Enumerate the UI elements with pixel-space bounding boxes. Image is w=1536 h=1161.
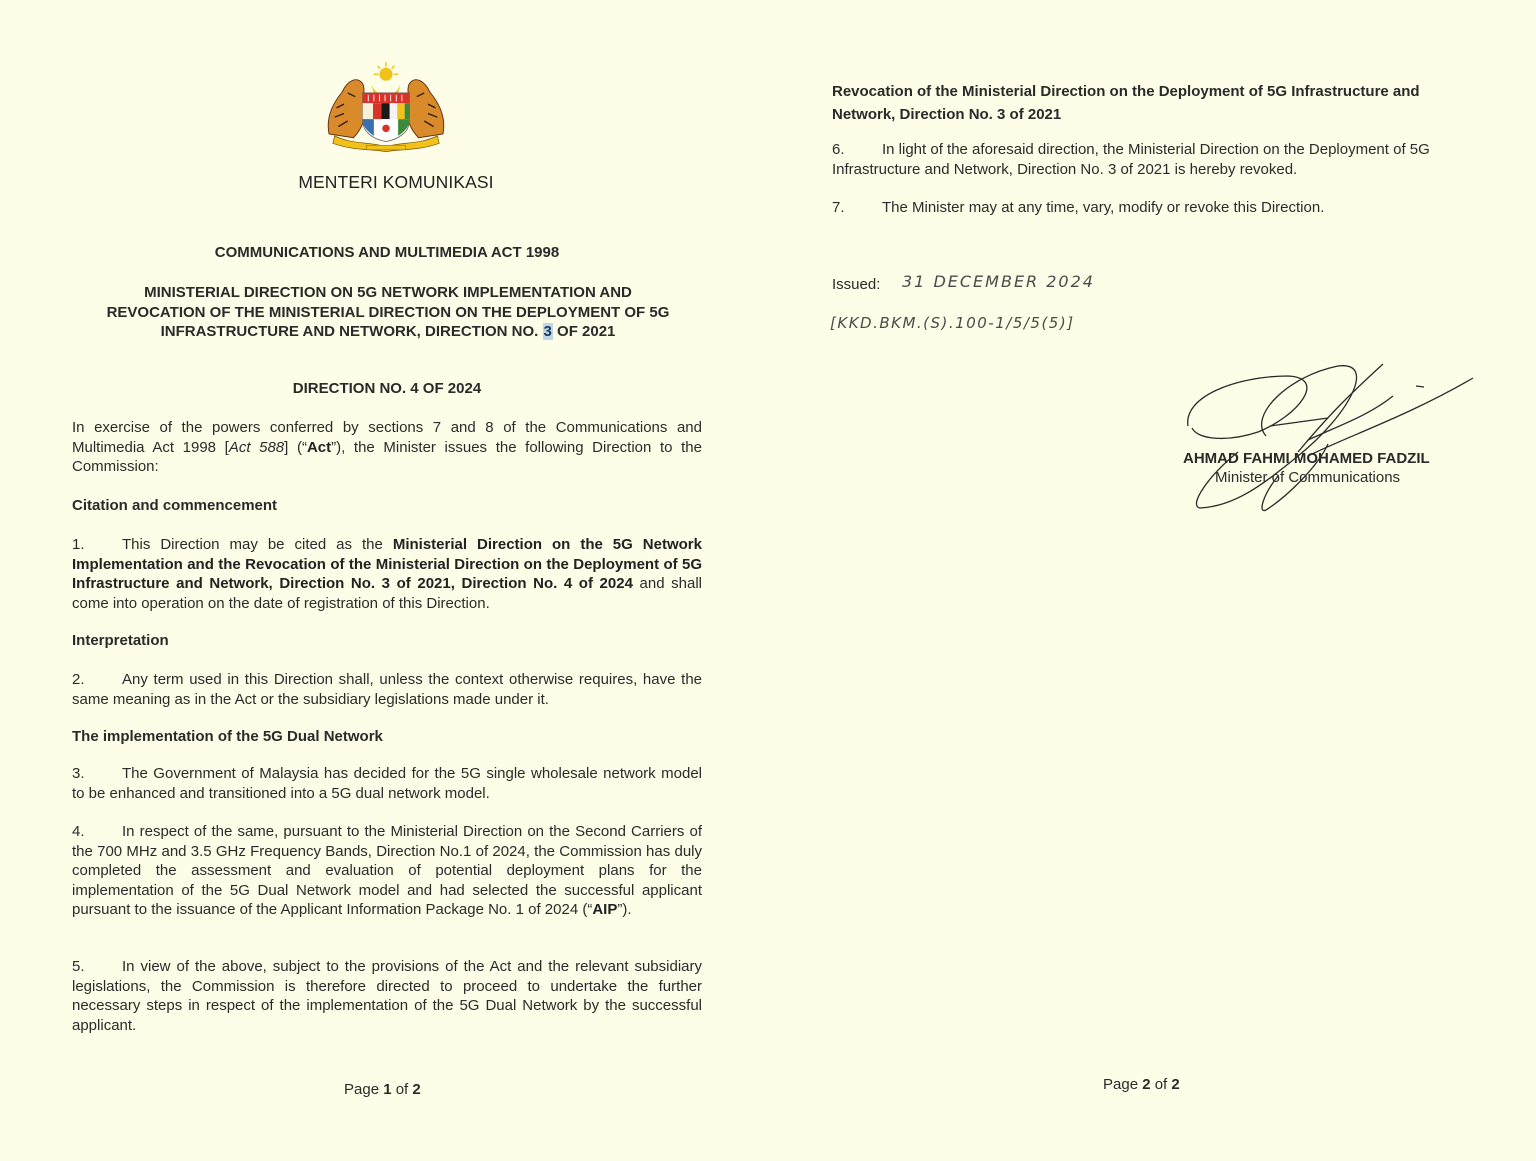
reference-number-handwritten: [KKD.BKM.(S).100-1/5/5(5)]: [830, 314, 1075, 332]
main-title-line-2: REVOCATION OF THE MINISTERIAL DIRECTION ON THE DEPLOYMENT OF 5G: [106, 303, 670, 321]
direction-main-title: [68, 283, 708, 342]
paragraph-number: 1.: [72, 536, 85, 553]
paragraph-number: 4.: [72, 823, 85, 840]
paragraph-number: 3.: [72, 765, 85, 782]
paragraph-1: [72, 535, 702, 613]
main-title-line-3: [68, 322, 708, 342]
signature-icon: [1178, 356, 1478, 518]
ministry-title: MENTERI KOMUNIKASI: [298, 172, 494, 192]
paragraph-number: 2.: [72, 671, 85, 688]
paragraph-6: [832, 140, 1472, 179]
main-title-line-3-text: INFRASTRUCTURE AND NETWORK, DIRECTION NO.: [160, 323, 543, 340]
page-number-footer: [1103, 1076, 1180, 1093]
selected-text-highlight[interactable]: 3: [543, 323, 552, 340]
preamble-paragraph: [72, 418, 702, 477]
paragraph-3: [72, 764, 702, 803]
footer-text: of: [1150, 1076, 1172, 1093]
heading-interpretation: Interpretation: [72, 632, 169, 649]
page-number-footer: [344, 1081, 421, 1098]
main-title-line-3-suffix: OF 2021: [552, 323, 616, 340]
paragraph-7: [832, 198, 1472, 218]
heading-revocation: Revocation of the Ministerial Direction on the Deployment of 5G Infrastructure and Network, Direction No. 3 of 2021: [832, 83, 1420, 123]
citation-title: Ministerial Direction on the 5G Network Implementation and the Revocation of the Ministerial Direction on the Deployment of 5G Infrastructure and Network, Direction No. 3 of 2021, Direction No. 4 of 2024: [72, 536, 702, 592]
paragraph-text: ”).: [617, 901, 632, 918]
paragraph-number: 5.: [72, 958, 85, 975]
direction-number: DIRECTION NO. 4 OF 2024: [292, 380, 482, 397]
preamble-text: ”), the Minister issues the following Direction to the Commission:: [72, 438, 702, 475]
document-page-2: [768, 0, 1536, 1161]
paragraph-text: In light of the aforesaid direction, the Ministerial Direction on the Deployment of 5G Infrastructure and Network, Direction No. 3 of 2021 is hereby revoked.: [832, 141, 1430, 178]
paragraph-text: In view of the above, subject to the provisions of the Act and the relevant subsidiary legislations, the Commission is therefore directed to proceed to undertake the further necessary steps in respect of the implementation of the 5G Dual Network by the successful applicant.: [72, 958, 702, 1034]
total-pages: 2: [412, 1081, 421, 1098]
signatory-title: Minister of Communications: [1215, 469, 1401, 486]
paragraph-number: 7.: [832, 199, 845, 216]
coat-of-arms-icon: [316, 58, 456, 154]
current-page: 1: [383, 1081, 392, 1098]
current-page: 2: [1142, 1076, 1151, 1093]
total-pages: 2: [1171, 1076, 1180, 1093]
heading-implementation: The implementation of the 5G Dual Network: [72, 728, 383, 745]
main-title-line-1: MINISTERIAL DIRECTION ON 5G NETWORK IMPLEMENTATION AND: [144, 284, 632, 301]
footer-text: of: [391, 1081, 413, 1098]
paragraph-text: The Minister may at any time, vary, modify or revoke this Direction.: [882, 199, 1325, 216]
paragraph-5: [72, 957, 702, 1035]
paragraph-text: This Direction may be cited as the: [122, 536, 393, 553]
paragraph-2: [72, 670, 702, 709]
act-number: Act 588: [228, 438, 285, 456]
paragraph-4: [72, 822, 702, 920]
issued-date-handwritten: 31 DECEMBER 2024: [902, 272, 1095, 291]
act-title: COMMUNICATIONS AND MULTIMEDIA ACT 1998: [214, 244, 560, 261]
paragraph-text: In respect of the same, pursuant to the Ministerial Direction on the Second Carriers of the 700 MHz and 3.5 GHz Frequency Bands, Direction No.1 of 2024, the Commission has duly completed the assessment and evaluation of potential deployment plans for the implementation of the 5G Dual Network model and had selected the successful applicant pursuant to the issuance of the Applicant Information Package No. 1 of 2024 (“: [72, 823, 702, 918]
issued-label: Issued:: [832, 276, 881, 293]
act-defined-term: Act: [306, 438, 332, 456]
paragraph-text: The Government of Malaysia has decided for the 5G single wholesale network model to be enhanced and transitioned into a 5G dual network model.: [72, 765, 702, 802]
heading-citation: Citation and commencement: [72, 497, 278, 514]
preamble-text: ] (“: [284, 438, 307, 456]
preamble-text: In exercise of the powers conferred by sections 7 and 8 of the Communications and Multimedia Act 1998 [: [72, 419, 702, 456]
signatory-name: AHMAD FAHMI MOHAMED FADZIL: [1183, 450, 1430, 467]
aip-defined-term: AIP: [592, 901, 618, 918]
paragraph-text: Any term used in this Direction shall, unless the context otherwise requires, have the same meaning as in the Act or the subsidiary legislations made under it.: [72, 671, 702, 708]
paragraph-number: 6.: [832, 141, 845, 158]
paragraph-text: and shall come into operation on the date of registration of this Direction.: [72, 575, 703, 612]
footer-text: Page: [1103, 1076, 1143, 1093]
footer-text: Page: [344, 1081, 384, 1098]
